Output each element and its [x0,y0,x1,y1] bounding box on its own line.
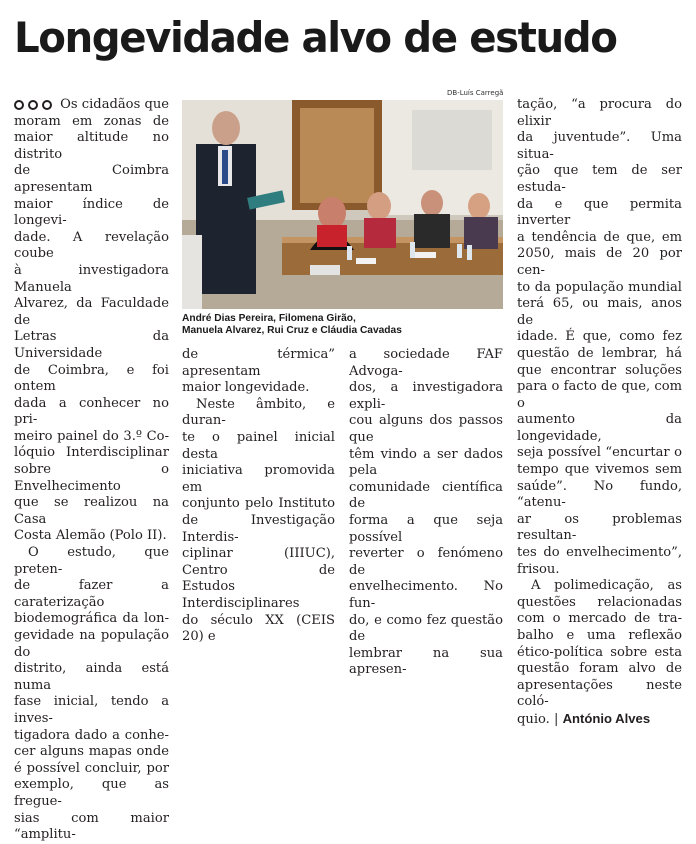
text-line: envelhecimento. No fun- [349,579,503,611]
text-line: da juventude”. Uma situa- [517,130,682,162]
text-line: saúde”. No fundo, “atenu- [517,478,682,511]
text-line: to da população mundial [517,279,682,295]
text-line: fase inicial, tendo a inves- [14,694,169,726]
caption-line: André Dias Pereira, Filomena Girão, [182,313,356,324]
text-line: tação, “a procura do elixir [517,97,682,129]
text-line: com o mercado de tra- [517,611,682,627]
photo-credit: DB-Luís Carregã [447,89,504,97]
text-line: iniciativa promovida em [182,463,335,495]
text-line: que se realizou na Casa [14,495,169,527]
text-line: aumento da longevidade, [517,412,682,444]
text-line: te o painel inicial desta [182,429,335,462]
text-line: distrito, ainda está numa [14,661,169,693]
text-line: dos, a investigadora expli- [349,380,503,412]
text-line: questão de lembrar, há [517,345,682,361]
text-line: tes do envelhecimento”, [517,545,682,561]
text-line: que encontrar soluções [517,362,682,378]
text-line: forma a que seja possível [349,512,503,545]
text-line: maior altitude no distrito [14,130,169,162]
text-line: de térmica” apresentam [182,347,335,379]
text-line: balho e uma reflexão [517,628,682,643]
text-line-text: Os cidadãos que [60,97,170,112]
text-line: de Coimbra, e foi ontem [14,362,169,395]
text-line: maior longevidade. [182,380,310,396]
article-column-2 [182,347,335,646]
caption-line: Manuela Alvarez, Rui Cruz e Cláudia Cavadas [182,325,402,337]
text-line: Estudos Interdisciplinares [182,579,300,611]
photo-caption [182,313,503,337]
text-line: biodemográfica da lon- [14,611,169,627]
text-line: dade. A revelação coube [14,229,169,262]
text-line: tempo que vivemos sem [517,462,682,478]
text-line: moram em zonas de [14,113,169,129]
text-line: Costa Alemão (Polo II). [14,528,167,544]
text-line: A polimedicação, as [531,578,682,594]
text-line: questão foram alvo de [517,661,682,677]
text-line: Alvarez, da Faculdade de [14,296,169,328]
text-line: lembrar na sua apresen- [349,645,503,678]
text-line: de fazer a caraterização [14,578,169,610]
article-photo [182,100,503,309]
text-line: do século XX (CEIS 20) e [182,612,335,645]
photo-illustration [182,100,503,309]
text-line: cou alguns dos passos que [349,413,503,445]
text-line: questões relacionadas [517,594,682,610]
text-line: meiro painel do 3.º Co- [14,428,169,444]
text-line: é possível concluir, por [14,760,169,776]
text-line: sobre o Envelhecimento [14,462,169,494]
text-line: da e que permita inverter [517,196,682,229]
text-line: a sociedade FAF Advoga- [349,347,503,379]
text-line: quio. | António Alves [517,710,651,727]
author-name: António Alves [562,710,651,726]
article-column-4 [517,97,682,729]
text-line: lóquio Interdisciplinar [14,445,169,461]
text-line: ção que tem de ser estuda- [517,163,682,195]
text-line: gevidade na população do [14,628,169,660]
text-line: maior índice de longevi- [14,196,169,229]
text-line: têm vindo a ser dados pela [349,446,503,479]
text-line: terá 65, ou mais, anos de [517,296,682,328]
text-line: ar os problemas resultan- [517,511,682,544]
bullet-dots-icon [14,99,56,111]
text-line: para o facto de que, com o [517,379,682,411]
text-line: O estudo, que preten- [14,545,169,577]
text-line: ciplinar (IIIUC), Centro de [182,546,335,578]
text-line: de Investigação Interdis- [182,512,335,545]
text-line: reverter o fenómeno de [349,546,503,578]
text-line: dada a conhecer no pri- [14,395,169,428]
text-line: tigadora dado a conhe- [14,727,169,743]
text-line: idade. É que, como fez [517,329,682,345]
text-line: 2050, mais de 20 por cen- [517,246,682,278]
text-line: a tendência de que, em [517,229,682,245]
text-line: exemplo, que as fregue- [14,777,169,809]
text-line: conjunto pelo Instituto [182,496,335,512]
headline: Longevidade alvo de estudo [14,13,617,62]
text-line: seja possível “encurtar o [517,445,682,461]
text-line: do, e como fez questão de [349,612,503,645]
text-line: à investigadora Manuela [14,262,169,295]
text-line: comunidade científica de [349,479,503,512]
article-column-3 [349,347,503,679]
text-line: apresentações neste coló- [517,677,682,710]
text-line: cer alguns mapas onde [14,744,169,760]
text-line: sias com maior “amplitu- [14,810,169,843]
article-column-1 [14,97,169,844]
text-line: Neste âmbito, e duran- [182,396,335,429]
text-line: frisou. [517,561,560,577]
text-line: Letras da Universidade [14,329,169,361]
text-line [14,97,169,114]
text-line: ético-política sobre esta [517,644,682,660]
text-line: de Coimbra apresentam [14,163,169,195]
